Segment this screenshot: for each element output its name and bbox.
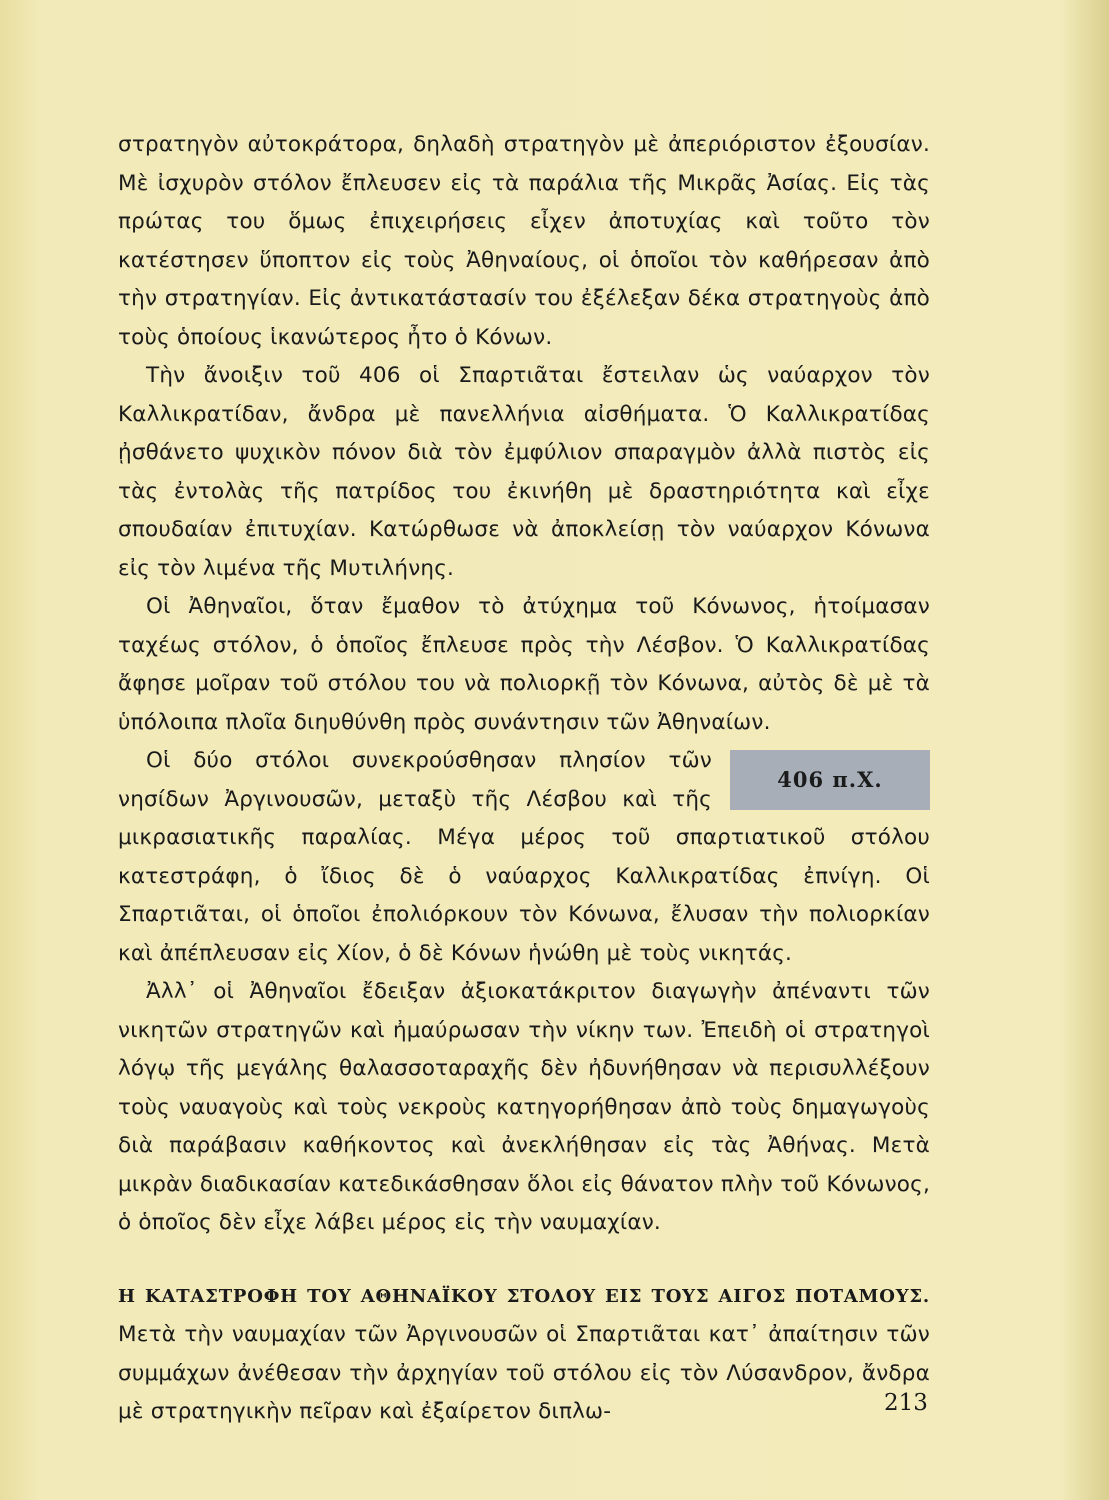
paragraph-2: Τὴν ἄνοιξιν τοῦ 406 οἱ Σπαρτιᾶται ἔστειλαν ὡς ναύαρχον τὸν Καλλικρατίδαν, ἄνδρα μὲ πανελλήνια αἰσθήματα. Ὁ Καλλικρατίδας ᾐσθάνετο ψυχικὸν πόνον διὰ τὸν ἐμφύλιον σπαραγμὸν ἀλλὰ πιστὸς εἰς τὰς ἐντολὰς τῆς πατρίδος του ἐκινήθη μὲ δραστηριότητα καὶ εἶχε σπουδαίαν ἐπιτυχίαν. Κατώρθωσε νὰ ἀποκλείσῃ τὸν ναύαρχον Κόνωνα εἰς τὸν λιμένα τῆς Μυτιλήνης. bbox=[118, 363, 930, 581]
section-gap bbox=[118, 1243, 930, 1277]
paragraph-4: Οἱ δύο στόλοι συνεκρούσθησαν πλησίον τῶν νησίδων Ἀργινουσῶν, μεταξὺ τῆς Λέσβου καὶ τῆς μικρασιατικῆς παραλίας. Μέγα μέρος τοῦ σπαρτιατικοῦ στόλου κατεστράφη, ὁ ἴδιος δὲ ὁ ναύαρχος Καλλικρατίδας ἐπνίγη. Οἱ Σπαρτιᾶται, οἱ ὁποῖοι ἐπολιόρκουν τὸν Κόνωνα, ἔλυσαν τὴν πολιορκίαν καὶ ἀπέπλευσαν εἰς Χίον, ὁ δὲ Κόνων ἡνώθη μὲ τοὺς νικητάς. bbox=[118, 748, 930, 966]
paragraph-5: Ἀλλ᾽ οἱ Ἀθηναῖοι ἔδειξαν ἀξιοκατάκριτον διαγωγὴν ἀπέναντι τῶν νικητῶν στρατηγῶν καὶ ἠμαύρωσαν τὴν νίκην των. Ἐπειδὴ οἱ στρατηγοὶ λόγῳ τῆς μεγάλης θαλασσοταραχῆς δὲν ἠδυνήθησαν νὰ περισυλλέξουν τοὺς ναυαγοὺς καὶ τοὺς νεκροὺς κατηγορήθησαν ἀπὸ τοὺς δημαγωγοὺς διὰ παράβασιν καθήκοντος καὶ ἀνεκλήθησαν εἰς τὰς Ἀθήνας. Μετὰ μικρὰν διαδικασίαν κατεδικάσθησαν ὅλοι εἰς θάνατον πλὴν τοῦ Κόνωνος, ὁ ὁποῖος δὲν εἶχε λάβει μέρος εἰς τὴν ναυμαχίαν. bbox=[118, 979, 930, 1235]
section-text: Μετὰ τὴν ναυμαχίαν τῶν Ἀργινουσῶν οἱ Σπαρτιᾶται κατ᾽ ἀπαίτησιν τῶν συμμάχων ἀνέθεσαν τὴν ἀρχηγίαν τοῦ στόλου εἰς τὸν Λύσανδρον, ἄνδρα μὲ στρατηγικὴν πεῖραν καὶ ἐξαίρετον διπλω- bbox=[118, 1322, 930, 1424]
page-number: 213 bbox=[884, 1390, 928, 1416]
paragraph-1: στρατηγὸν αὐτοκράτορα, δηλαδὴ στρατηγὸν μὲ ἀπεριόριστον ἐξουσίαν. Μὲ ἰσχυρὸν στόλον ἔπλευσεν εἰς τὰ παράλια τῆς Μικρᾶς Ἀσίας. Εἰς τὰς πρώτας του ὅμως ἐπιχειρήσεις εἶχεν ἀποτυχίας καὶ τοῦτο τὸν κατέστησεν ὕποπτον εἰς τοὺς Ἀθηναίους, οἱ ὁποῖοι τὸν καθήρεσαν ἀπὸ τὴν στρατηγίαν. Εἰς ἀντικατάστασίν του ἐξέλεξαν δέκα στρατηγοὺς ἀπὸ τοὺς ὁποίους ἱκανώτερος ἦτο ὁ Κόνων. bbox=[118, 132, 930, 350]
date-margin-note: 406 π.Χ. bbox=[730, 750, 930, 810]
body-text bbox=[118, 126, 930, 1432]
paragraph-3: Οἱ Ἀθηναῖοι, ὅταν ἔμαθον τὸ ἀτύχημα τοῦ Κόνωνος, ἡτοίμασαν ταχέως στόλον, ὁ ὁποῖος ἔπλευσε πρὸς τὴν Λέσβον. Ὁ Καλλικρατίδας ἄφησε μοῖραν τοῦ στόλου του νὰ πολιορκῇ τὸν Κόνωνα, αὐτὸς δὲ μὲ τὰ ὑπόλοιπα πλοῖα διηυθύνθη πρὸς συνάντησιν τῶν Ἀθηναίων. bbox=[118, 594, 930, 735]
section-heading: Η ΚΑΤΑΣΤΡΟΦΗ ΤΟΥ ΑΘΗΝΑΪΚΟΥ ΣΤΟΛΟΥ ΕΙΣ ΤΟΥΣ ΑΙΓΟΣ ΠΟΤΑΜΟΥΣ. bbox=[118, 1285, 930, 1307]
section-paragraph bbox=[118, 1277, 930, 1432]
